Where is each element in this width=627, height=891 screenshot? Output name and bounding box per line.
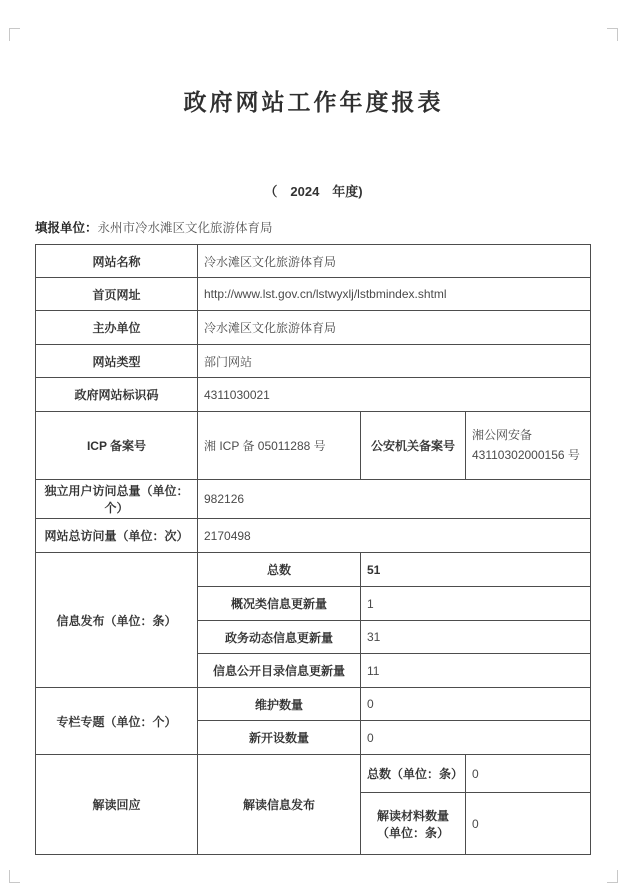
- special-columns-label: 专栏专题（单位：个）: [36, 688, 198, 755]
- police-record-label: 公安机关备案号: [361, 412, 466, 480]
- crop-mark-bottom-right: [607, 870, 618, 883]
- reporting-unit-line: [35, 218, 627, 236]
- info-publish-label: 信息发布（单位：条）: [36, 553, 198, 688]
- table-row: [36, 553, 591, 587]
- reporting-unit-value: 永州市冷水滩区文化旅游体育局: [97, 221, 273, 235]
- total-visits-label: 网站总访问量（单位：次）: [36, 519, 198, 553]
- unique-visitors-label: 独立用户访问总量（单位：个）: [36, 480, 198, 519]
- police-record-value-line2: 43110302000156 号: [472, 447, 580, 462]
- info-publish-overview-label: 概况类信息更新量: [198, 587, 361, 621]
- interpretation-label: 解读回应: [36, 755, 198, 855]
- info-publish-directory-value: 11: [361, 654, 591, 688]
- info-publish-directory-label: 信息公开目录信息更新量: [198, 654, 361, 688]
- site-name-label: 网站名称: [36, 245, 198, 278]
- info-publish-gov-news-value: 31: [361, 621, 591, 654]
- info-publish-total-label: 总数: [198, 553, 361, 587]
- table-row: [36, 378, 591, 412]
- site-type-value: 部门网站: [198, 345, 591, 378]
- info-publish-gov-news-label: 政务动态信息更新量: [198, 621, 361, 654]
- interpretation-materials-label: 解读材料数量（单位：条）: [361, 793, 466, 855]
- site-code-value: 4311030021: [198, 378, 591, 412]
- table-row: [36, 412, 591, 480]
- table-row: [36, 245, 591, 278]
- report-year-line: （ 2024 年度): [264, 184, 363, 199]
- table-row: [36, 345, 591, 378]
- special-columns-new-label: 新开设数量: [198, 721, 361, 755]
- special-columns-maintain-value: 0: [361, 688, 591, 721]
- icp-value: 湘 ICP 备 05011288 号: [198, 412, 361, 480]
- info-publish-total-value: 51: [361, 553, 591, 587]
- icp-label: ICP 备案号: [36, 412, 198, 480]
- total-visits-value: 2170498: [198, 519, 591, 553]
- table-row: [36, 519, 591, 553]
- home-url-value: http://www.lst.gov.cn/lstwyxlj/lstbmindex.shtml: [198, 278, 591, 311]
- table-row: [36, 278, 591, 311]
- site-code-label: 政府网站标识码: [36, 378, 198, 412]
- home-url-label: 首页网址: [36, 278, 198, 311]
- interpretation-total-label: 总数（单位：条）: [361, 755, 466, 793]
- police-record-value: [466, 412, 591, 480]
- sponsor-value: 冷水滩区文化旅游体育局: [198, 311, 591, 345]
- special-columns-new-value: 0: [361, 721, 591, 755]
- site-type-label: 网站类型: [36, 345, 198, 378]
- document-title: 政府网站工作年度报表: [183, 89, 444, 115]
- reporting-unit-label: 填报单位：: [35, 221, 98, 235]
- crop-mark-top-left: [9, 28, 20, 41]
- site-name-value: 冷水滩区文化旅游体育局: [198, 245, 591, 278]
- sponsor-label: 主办单位: [36, 311, 198, 345]
- interpretation-total-value: 0: [466, 755, 591, 793]
- interpretation-sub-label: 解读信息发布: [198, 755, 361, 855]
- table-row: [36, 480, 591, 519]
- table-row: [36, 311, 591, 345]
- annual-report-table: [35, 244, 591, 855]
- police-record-value-line1: 湘公网安备: [472, 428, 533, 443]
- table-row: [36, 688, 591, 721]
- unique-visitors-value: 982126: [198, 480, 591, 519]
- interpretation-materials-value: 0: [466, 793, 591, 855]
- table-row: [36, 755, 591, 793]
- crop-mark-top-right: [607, 28, 618, 41]
- crop-mark-bottom-left: [9, 870, 20, 883]
- info-publish-overview-value: 1: [361, 587, 591, 621]
- special-columns-maintain-label: 维护数量: [198, 688, 361, 721]
